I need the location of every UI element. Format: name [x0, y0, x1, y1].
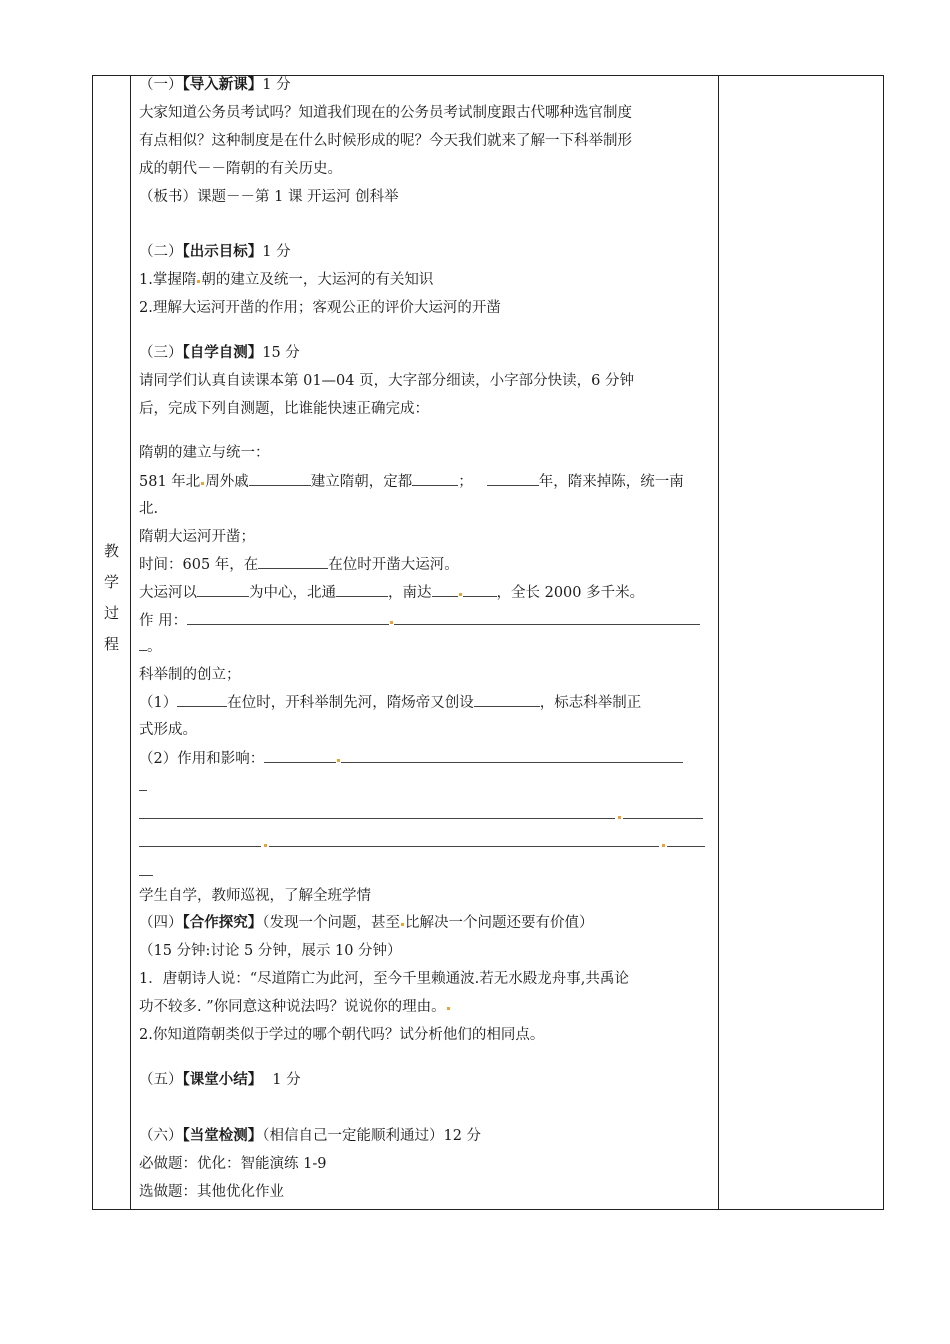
answer-blank[interactable] — [177, 692, 227, 707]
required-homework: 必做题：优化：智能演练 1-9 — [139, 1156, 327, 1172]
fill-in-line — [139, 692, 641, 712]
section-title: 【导入新课】 — [182, 76, 263, 93]
marker-dot — [401, 923, 404, 926]
answer-blank[interactable] — [341, 748, 683, 763]
marker-dot — [337, 759, 340, 762]
text: 。 — [147, 639, 162, 655]
text: ，南达 — [388, 585, 432, 601]
text: 年，隋来掉陈，统一南 — [538, 474, 684, 490]
text: 581 年北 — [139, 474, 201, 490]
answer-blank[interactable] — [139, 636, 147, 651]
goal-item — [139, 270, 433, 290]
label-char: 教 — [103, 542, 119, 560]
board-title: （板书）课题－－第 1 课 开运河 创科举 — [139, 189, 399, 205]
section-prefix: （六） — [139, 1128, 183, 1144]
question-item: 2.你知道隋朝类似于学过的哪个朝代吗？试分析他们的相同点。 — [139, 1027, 545, 1043]
text: 在位时，开科举制先河，隋炀帝又创设 — [227, 695, 474, 711]
marker-dot — [264, 844, 267, 847]
answer-blank[interactable] — [264, 748, 336, 763]
text: ，全长 2000 多千米。 — [496, 585, 645, 601]
answer-line[interactable] — [139, 875, 153, 876]
goal-item: 2.理解大运河开凿的作用；客观公正的评价大运河的开凿 — [139, 300, 501, 316]
section-time: 1 分 — [262, 244, 291, 260]
answer-blank[interactable] — [487, 471, 539, 486]
goal-text: 1.掌握隋 — [139, 272, 197, 288]
answer-blank[interactable] — [394, 610, 700, 625]
subheading-grand-canal: 隋朝大运河开凿； — [139, 529, 255, 545]
fill-in-line — [139, 554, 459, 574]
lesson-table — [92, 75, 884, 1210]
text: 周外戚 — [205, 474, 249, 490]
marker-dot — [459, 593, 462, 596]
section-prefix: （三） — [139, 345, 183, 361]
section-title: 【自学自测】 — [182, 344, 263, 361]
section-heading-self-study — [139, 343, 300, 363]
section-time: 15 分 — [262, 345, 300, 361]
intro-paragraph-line: 有点相似？这种制度是在什么时候形成的呢？今天我们就来了解一下科举制形 — [139, 133, 632, 149]
marker-dot — [201, 482, 204, 485]
column-divider-left — [130, 76, 131, 1209]
section-heading-cooperative — [139, 913, 594, 933]
section-prefix: （一） — [139, 77, 183, 93]
marker-dot — [197, 280, 200, 283]
intro-paragraph-line: 大家知道公务员考试吗？知道我们现在的公务员考试制度跟古代哪种选官制度 — [139, 105, 632, 121]
text: （1） — [139, 695, 178, 711]
subheading-sui-founding: 隋朝的建立与统一： — [139, 445, 270, 461]
label-char: 学 — [103, 573, 119, 591]
text: 为中心，北通 — [249, 585, 336, 601]
marker-dot — [447, 1007, 450, 1010]
answer-line[interactable] — [269, 846, 659, 847]
section-heading-intro — [139, 75, 291, 95]
column-divider-right — [718, 76, 719, 1209]
section-title: 【课堂小结】 — [182, 1071, 263, 1088]
answer-blank[interactable] — [187, 610, 389, 625]
text: 建立隋朝，定都 — [310, 474, 413, 490]
fill-in-line — [139, 471, 684, 491]
section-time: （15 分钟:讨论 5 分钟，展示 10 分钟） — [139, 943, 402, 959]
text: （2）作用和影响： — [139, 751, 265, 767]
answer-blank[interactable] — [336, 582, 388, 597]
section-title: 【当堂检测】 — [182, 1127, 263, 1144]
answer-line[interactable] — [623, 818, 703, 819]
section-heading-summary — [139, 1070, 301, 1090]
marker-dot — [662, 844, 665, 847]
text: 作 用： — [139, 613, 188, 629]
fill-in-line — [139, 636, 162, 656]
question-item: 1．唐朝诗人说：“尽道隋亡为此河，至今千里赖通波.若无水殿龙舟事,共禹论 — [139, 971, 629, 987]
answer-blank[interactable] — [474, 692, 540, 707]
section-label-teaching-process — [93, 536, 130, 660]
answer-blank[interactable] — [463, 582, 497, 597]
question-item — [139, 997, 451, 1017]
text: 在位时开凿大运河。 — [328, 557, 459, 573]
fill-in-line: 北. — [139, 501, 159, 517]
answer-blank[interactable] — [432, 582, 458, 597]
goal-text: 朝的建立及统一，大运河的有关知识 — [201, 272, 434, 288]
section-title: 【合作探究】 — [182, 914, 263, 931]
section-prefix: （四） — [139, 915, 183, 931]
section-time: 1 分 — [272, 1072, 301, 1088]
section-heading-goals — [139, 242, 291, 262]
answer-blank[interactable] — [249, 471, 311, 486]
section-note: （相信自己一定能顺利通过）12 分 — [262, 1128, 482, 1144]
marker-dot — [390, 621, 393, 624]
intro-paragraph-line: 成的朝代－－隋朝的有关历史。 — [139, 161, 342, 177]
answer-line[interactable] — [667, 846, 705, 847]
text: ，标志科举制正 — [539, 695, 642, 711]
text: 时间：605 年，在 — [139, 557, 259, 573]
teacher-note: 学生自学，教师巡视，了解全班学情 — [139, 888, 371, 904]
answer-line[interactable] — [139, 790, 147, 791]
text: 大运河以 — [139, 585, 197, 601]
label-char: 程 — [103, 635, 119, 653]
fill-in-line-impact — [139, 748, 683, 768]
answer-blank[interactable] — [412, 471, 458, 486]
section-note: （发现一个问题，甚至 — [262, 915, 400, 931]
section-time: 1 分 — [262, 77, 291, 93]
section-note: 比解决一个问题还要有价值） — [405, 915, 594, 931]
subheading-imperial-exam: 科举制的创立； — [139, 667, 241, 683]
fill-in-line-effect — [139, 610, 700, 630]
fill-in-line: 式形成。 — [139, 722, 197, 738]
text: 功不较多. ”你同意这种说法吗？说说你的理由。 — [139, 999, 446, 1015]
section-prefix: （二） — [139, 244, 183, 260]
marker-dot — [618, 816, 621, 819]
text: ； — [458, 474, 473, 490]
answer-blank[interactable] — [258, 554, 328, 569]
label-char: 过 — [103, 604, 119, 622]
section-title: 【出示目标】 — [182, 243, 263, 260]
optional-homework: 选做题：其他优化作业 — [139, 1184, 284, 1200]
answer-line[interactable] — [139, 846, 261, 847]
section-heading-test — [139, 1126, 481, 1146]
answer-blank[interactable] — [197, 582, 249, 597]
self-study-instruction: 请同学们认真自读课本第 01—04 页，大字部分细读，小字部分快读，6 分钟 — [139, 373, 634, 389]
section-prefix: （五） — [139, 1072, 183, 1088]
answer-line[interactable] — [139, 818, 615, 819]
self-study-instruction: 后，完成下列自测题，比谁能快速正确完成： — [139, 401, 429, 417]
fill-in-line — [139, 582, 644, 602]
